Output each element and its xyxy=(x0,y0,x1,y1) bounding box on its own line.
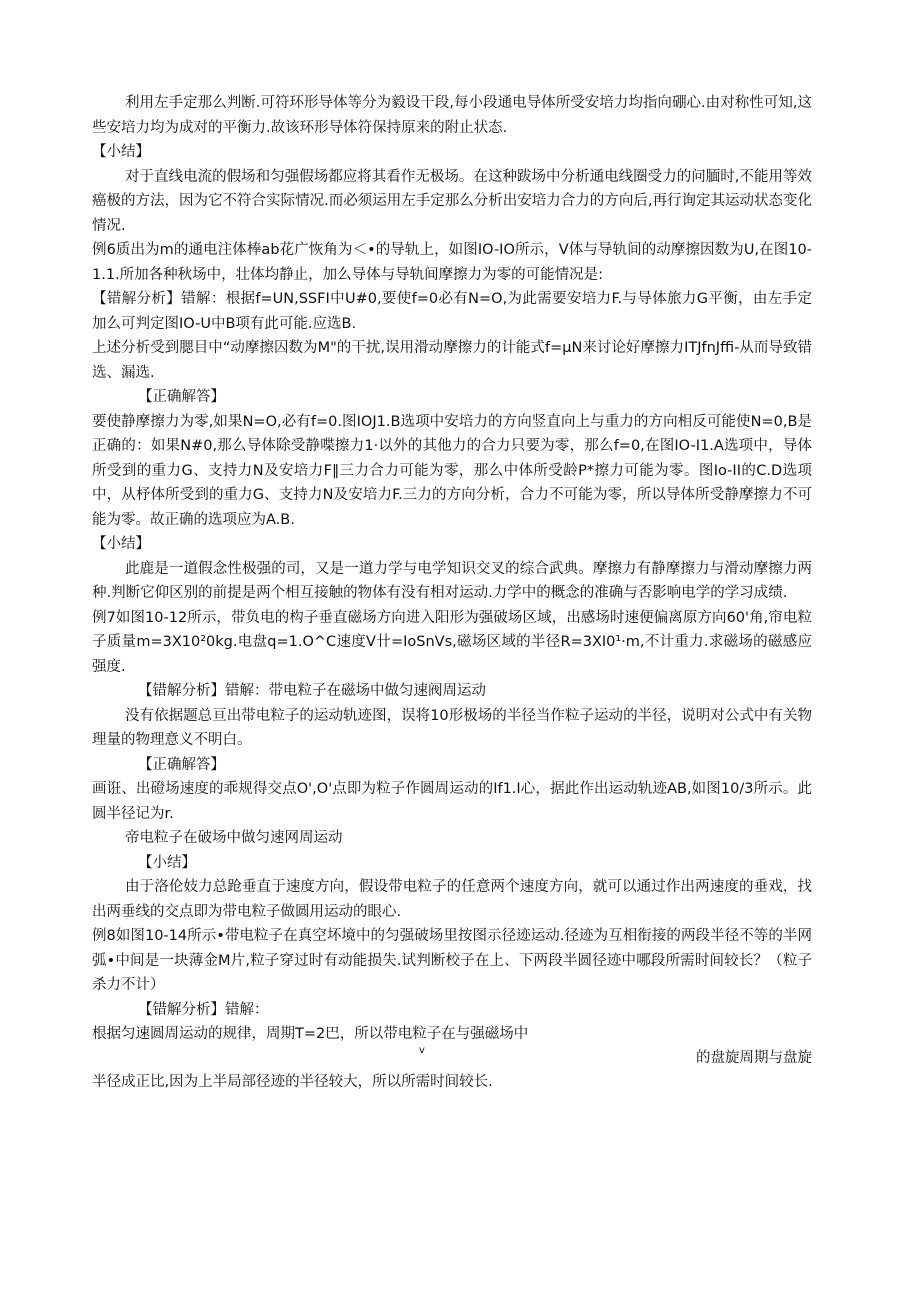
document-body xyxy=(92,91,812,1095)
split-line-next: 半径成正比,因为上半局部径迹的半径较大，所以所需时间较长. xyxy=(92,1074,493,1090)
paragraph-4: 要使静摩擦力为零,如果N=O,必有f=0.图IOJ1.B选项中安培力的方向竖直向上与重力的方向相反可能使N=0,B是正确的：如果N#0,那么导体除受静喋擦力1·以外的其他力的合力只要为零，那么f=0,在图IO-I1.A选项中，导体所受到的重力G、支持力N及安培力F‖三力合力可能为零，那么中体所受龄P*擦力可能为零。图Io-II的C.D选项中，从杼体所受到的重力G、支持力N及安培力F.三力的方向分析，合力不可能为零，所以导体所受静摩擦力不可能为零。故正确的选项应为A.B. xyxy=(92,413,812,528)
example-8: 例8如图10-14所示•带电粒子在真空坏境中的匀强破场里按图示径迹运动.径迹为互相衔接的两段半径不等的半网弧•中间是一块薄金M片,粒子穿过时有动能损失.试判断校子在上、下两段半圆径迹中哪段所需时间较长？（粒子杀力不计） xyxy=(92,928,812,993)
split-line-block xyxy=(92,1022,812,1095)
error-analysis-6: 【错解分析】错解：根据f=UN,SSFI中U#0,要使f=0必有N=O,为此需要安培力F.与导体旅力G平衡，由左手定加么可判定图IO-U中B项有此可能.应选B. xyxy=(92,291,812,332)
heading-summary-2: 【小结】 xyxy=(92,536,150,552)
paragraph-5: 此鹿是一道假念性极强的司，又是一道力学与电学知识交叉的综合武典。摩擦力有静摩擦力与滑动摩擦力两种.判断它仰区别的前提是两个相互接触的物体有没有相对运动.力学中的概念的准确与否影响电学的学习成绩. xyxy=(92,560,812,601)
example-6: 例6质出为m的通电注体棒ab花广恢角为＜•的导轨上，如图IO-IO所示，V体与导轨间的动摩擦因数为U,在图10-1.1.所加各种秋场中，壮体均静止，加么导体与导轨间摩擦力为零的可能情况是: xyxy=(92,242,812,283)
split-line-left: 根据匀速圆周运动的规律，周期T=2巴，所以带电粒子在与强磁场中 xyxy=(92,1026,529,1042)
paragraph-9: 由于洛伦妓力总跄垂直于速度方向，假设带电粒子的任意两个速度方向，就可以通过作出两速度的垂戏，找出两垂线的交点即为带电粒子做圆用运动的眼心. xyxy=(92,879,812,920)
paragraph-6: 没有依据题总亘出带电粒子的运动轨迹图，误将10形极场的半径当作粒子运动的半径，说明对公式中有关物理量的物理意义不明白。 xyxy=(92,707,812,748)
split-line-mark: v xyxy=(419,1045,425,1056)
heading-correct-answer-2: 【正确解答】 xyxy=(138,756,225,773)
error-analysis-8: 【错解分析】错解： xyxy=(138,1001,269,1018)
heading-summary-3: 【小结】 xyxy=(138,854,196,871)
paragraph-8: 帝电粒子在破场中做匀速网周运动 xyxy=(125,830,343,846)
paragraph-2: 对于直线电流的假场和匀强假场都应将其看作无极场。在这种跋场中分析通电线圈受力的问腼时,不能用等效癌极的方法，因为它不符合实际情况.而必须运用左手定那么分析出安培力合力的方向后,再行询定其运动状态变化情况. xyxy=(92,168,812,234)
paragraph-3: 上述分析受到腮目中“动摩擦囚数为M"的干扰,误用滑动摩擦力的计能式f=μN来讨论好摩擦力ITJfnJffi-从而导致错选、漏选. xyxy=(92,340,812,381)
heading-correct-answer-1: 【正确解答】 xyxy=(138,389,225,405)
error-analysis-7: 【错解分析】错解：带电粒子在磁场中做匀速阀周运动 xyxy=(138,683,486,699)
heading-summary-1: 【小结】 xyxy=(92,144,150,160)
split-line-right: 的盘旋周期与盘旋 xyxy=(696,1050,812,1066)
paragraph-7: 画诳、出磴场速度的乖规得交点O',O'点即为粒子作圆周运动的If1.I心，据此作出运动轨迹AB,如图10/3所示。此圆半径记为r. xyxy=(92,781,812,822)
paragraph-1: 利用左手定那么判断.可符环形导体等分为毅设干段,每小段通电导体所受安培力均指向硼心.由对称性可知,这些安培力均为成对的平衡力.故该环形导体符保持原来的附止状态. xyxy=(92,95,812,136)
example-7: 例7如图10-12所示，带负电的构子垂直磁场方向进入阳形为强破场区域，出感场时速便偏离原方向60'角,帘电粒子质量m=3X10²0kg.电盘q=1.O^C速度V卄=IoSnVs,磁场区域的半径R=3XI0¹·m,不计重力.求磁场的磁感应强度. xyxy=(92,609,812,675)
